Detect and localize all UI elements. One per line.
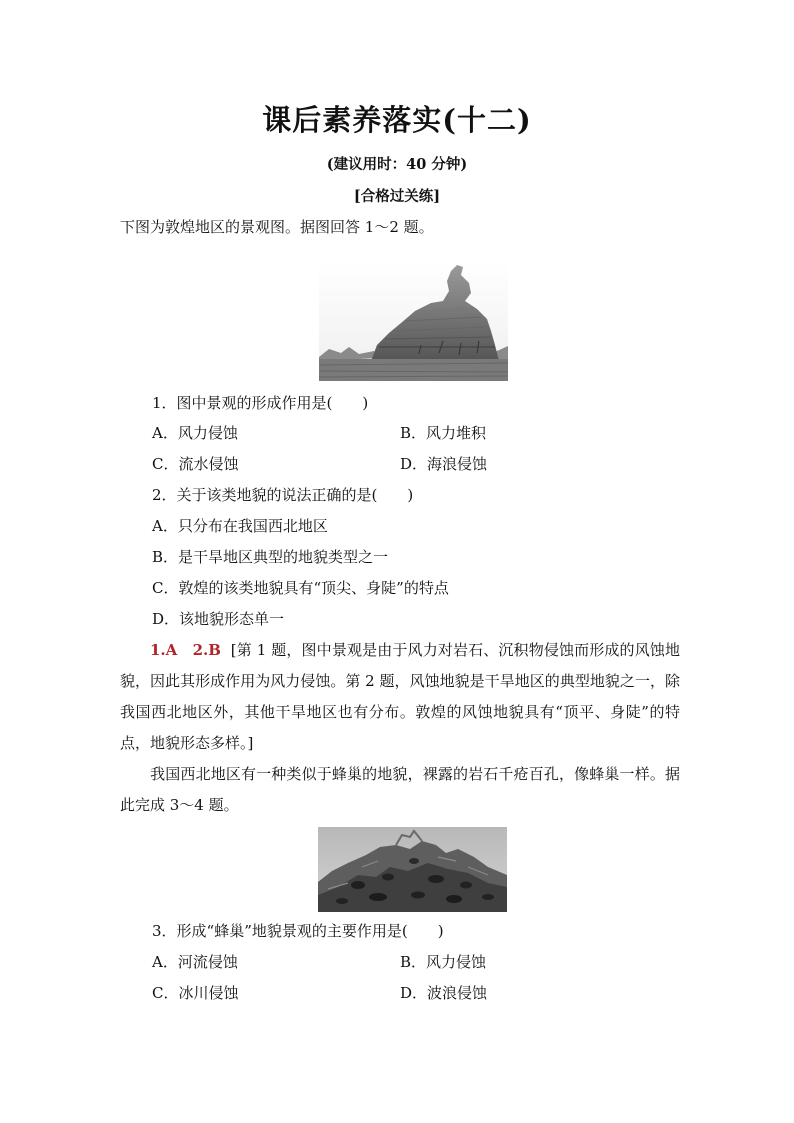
- section-heading: [合格过关练]: [353, 188, 441, 205]
- page-title: 课后素养落实(十二): [262, 103, 532, 137]
- answer-explanation: [第 1 题，图中景观是由于风力对岩石、沉积物侵蚀而形成的风蚀地貌，因此其形成作用为风力侵蚀。第 2 题，风蚀地貌是干旱地区的典型地貌之一，除我国西北地区外，其他干旱地区也有分布。敦煌的风蚀地貌具有“顶平、身陡”的特点，地貌形态多样。]: [120, 641, 680, 752]
- dunhuang-landform-photo: [319, 261, 508, 381]
- q1-option-d: D．海浪侵蚀: [400, 455, 488, 473]
- honeycomb-illustration: [318, 827, 507, 912]
- q2-option-c: C．敦煌的该类地貌具有“顶尖、身陡”的特点: [152, 579, 449, 597]
- q3-stem: 3．形成“蜂巢”地貌景观的主要作用是( ): [152, 922, 444, 940]
- landform-illustration: [319, 261, 508, 381]
- q3-option-d: D．波浪侵蚀: [400, 984, 488, 1002]
- answer-1-2: [120, 635, 680, 759]
- q2-stem: 2．关于该类地貌的说法正确的是( ): [152, 486, 414, 504]
- honeycomb-landform-photo: [318, 827, 507, 912]
- q2-option-d: D．该地貌形态单一: [152, 610, 285, 628]
- q3-option-a: A．河流侵蚀: [152, 953, 238, 971]
- q1-option-b: B．风力堆积: [400, 424, 487, 442]
- q1-option-c: C．流水侵蚀: [152, 455, 239, 473]
- intro-q1-2: 下图为敦煌地区的景观图。据图回答 1～2 题。: [120, 218, 434, 236]
- q2-option-b: B．是干旱地区典型的地貌类型之一: [152, 548, 389, 566]
- time-suggestion: (建议用时：40 分钟): [326, 156, 468, 173]
- q3-option-c: C．冰川侵蚀: [152, 984, 239, 1002]
- q1-option-a: A．风力侵蚀: [152, 424, 238, 442]
- q1-stem: 1．图中景观的形成作用是( ): [152, 394, 369, 412]
- q3-option-b: B．风力侵蚀: [400, 953, 487, 971]
- intro-q3-4: [120, 759, 680, 821]
- answer-key: 1.A 2.B: [150, 641, 221, 659]
- intro-q3-4-text: 我国西北地区有一种类似于蜂巢的地貌，裸露的岩石千疮百孔，像蜂巢一样。据此完成 3～4 题。: [120, 765, 680, 814]
- q2-option-a: A．只分布在我国西北地区: [152, 517, 328, 535]
